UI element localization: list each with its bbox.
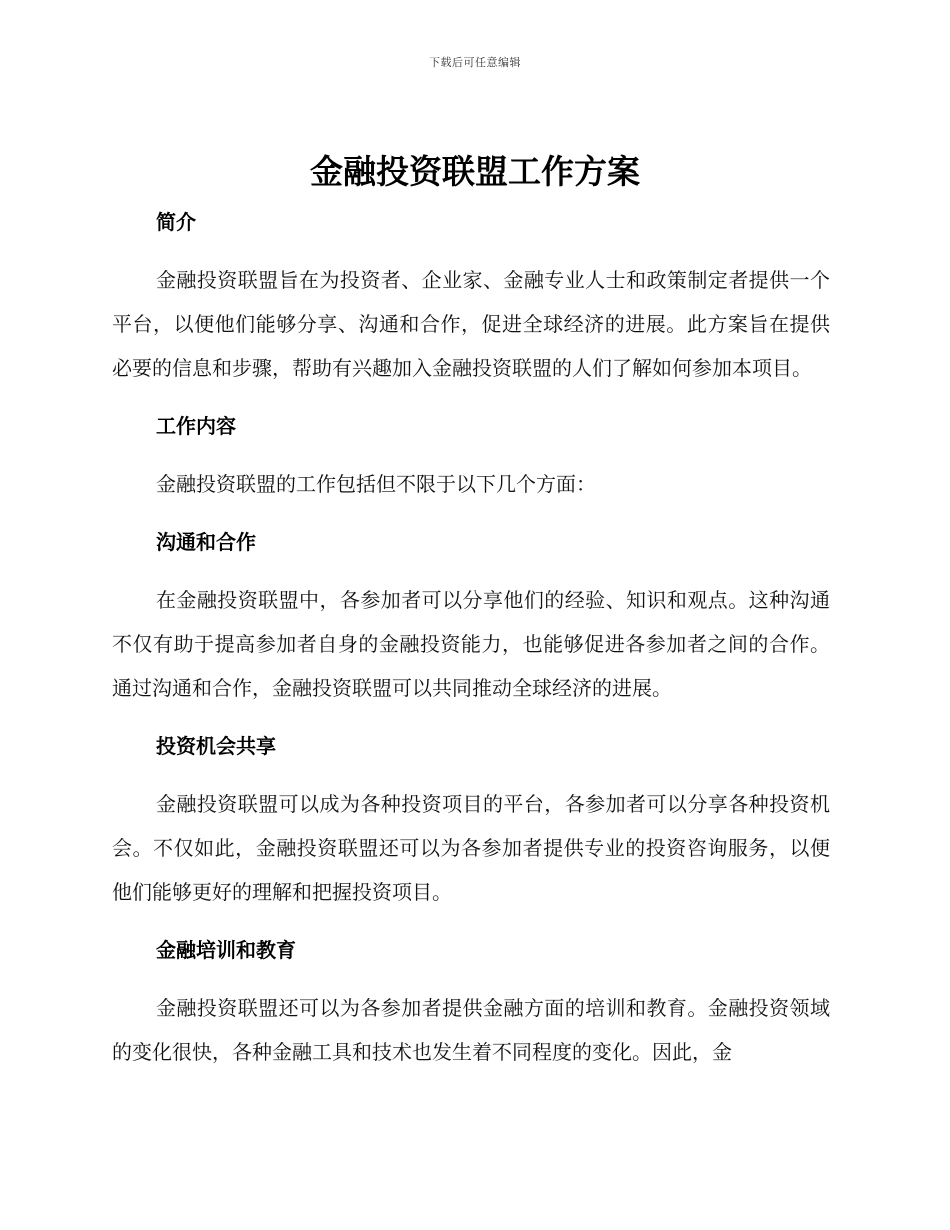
section-communication	[112, 520, 830, 724]
section-paragraph: 金融投资联盟可以成为各种投资项目的平台，各参加者可以分享各种投资机会。不仅如此，金融投资联盟还可以为各参加者提供专业的投资咨询服务，以便他们能够更好的理解和把握投资项目。	[112, 792, 830, 904]
section-paragraph: 金融投资联盟还可以为各参加者提供金融方面的培训和教育。金融投资领域的变化很快，各种金融工具和技术也发生着不同程度的变化。因此，金	[112, 996, 830, 1064]
section-paragraph: 在金融投资联盟中，各参加者可以分享他们的经验、知识和观点。这种沟通不仅有助于提高参加者自身的金融投资能力，也能够促进各参加者之间的合作。通过沟通和合作，金融投资联盟可以共同推动全球经济的进展。	[112, 588, 830, 700]
section-heading: 简介	[156, 210, 196, 234]
section-paragraph: 金融投资联盟旨在为投资者、企业家、金融专业人士和政策制定者提供一个平台，以便他们能够分享、沟通和合作，促进全球经济的进展。此方案旨在提供必要的信息和步骤，帮助有兴趣加入金融投资联盟的人们了解如何参加本项目。	[112, 268, 830, 380]
section-intro	[112, 200, 830, 404]
section-paragraph: 金融投资联盟的工作包括但不限于以下几个方面：	[156, 472, 596, 496]
section-heading: 金融培训和教育	[156, 938, 296, 962]
document-body	[112, 200, 830, 1074]
page-header-note: 下载后可任意编辑	[429, 56, 521, 69]
document-title: 金融投资联盟工作方案	[310, 152, 640, 191]
section-investment-sharing	[112, 724, 830, 928]
section-heading: 沟通和合作	[156, 530, 256, 554]
section-work-content	[112, 404, 830, 520]
section-heading: 投资机会共享	[156, 734, 276, 758]
section-training	[112, 928, 830, 1074]
section-heading: 工作内容	[156, 414, 236, 438]
